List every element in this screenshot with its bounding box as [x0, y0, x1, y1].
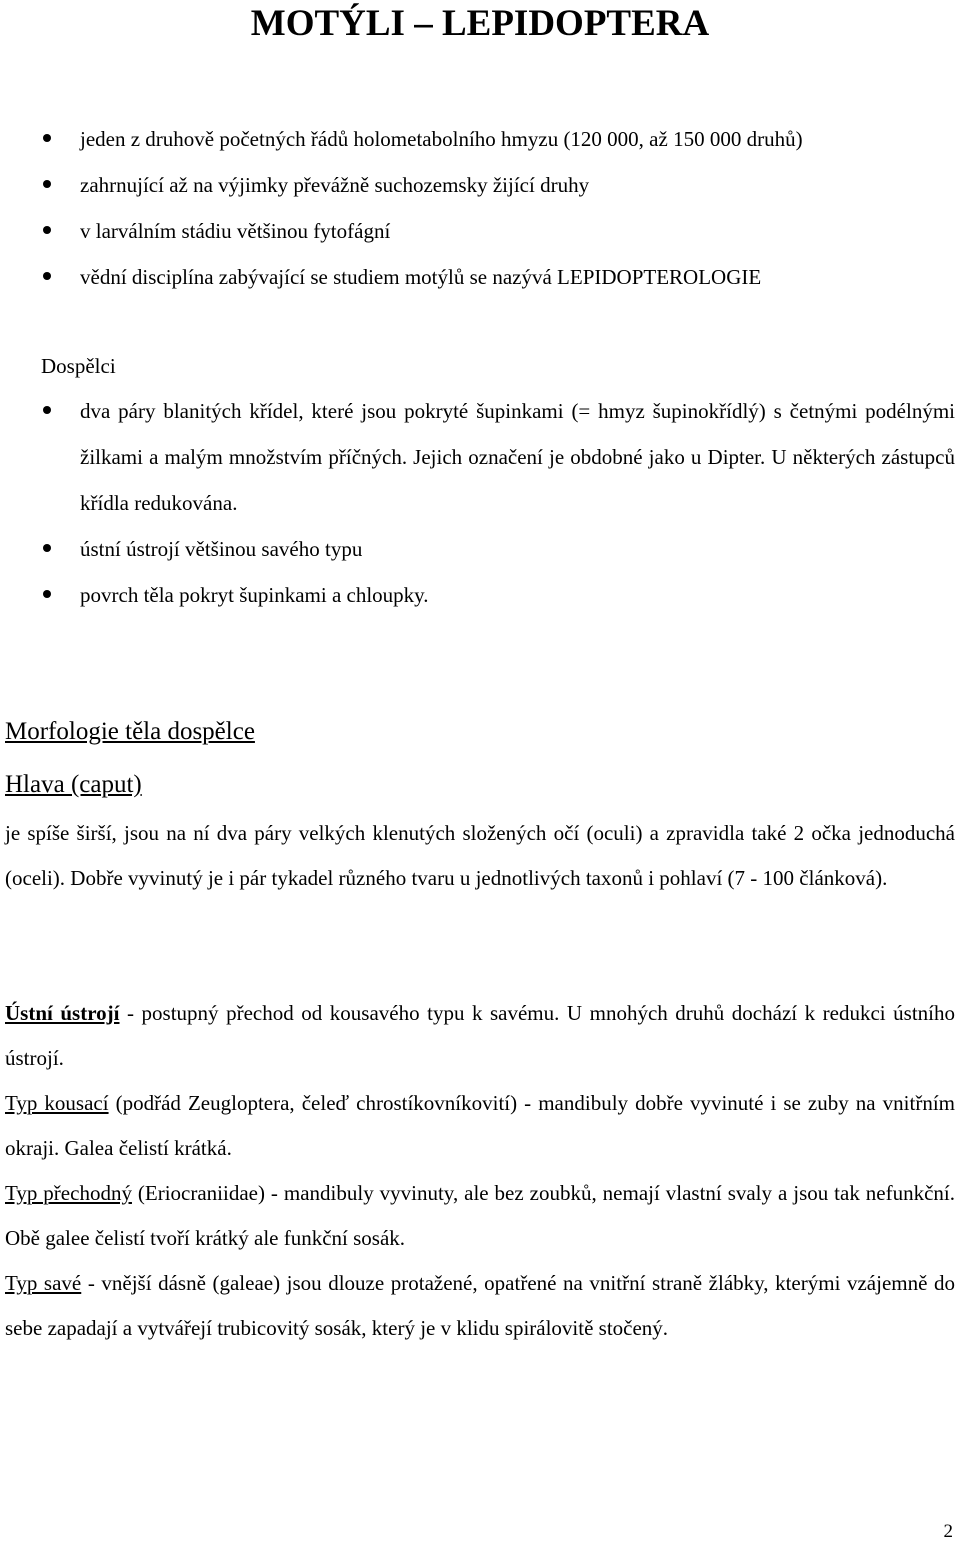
- list-item: jeden z druhově početných řádů holometabolního hmyzu (120 000, až 150 000 druhů): [0, 116, 960, 162]
- biting-type-paragraph: [5, 1081, 955, 1171]
- list-item: vědní disciplína zabývající se studiem motýlů se nazývá LEPIDOPTEROLOGIE: [0, 254, 960, 300]
- intro-bullet-list: [0, 116, 960, 300]
- list-item: v larválním stádiu většinou fytofágní: [0, 208, 960, 254]
- transitional-type-text: (Eriocraniidae) - mandibuly vyvinuty, ale bez zoubků, nemají vlastní svaly a jsou tak nefunkční. Obě galee čelistí tvoří krátký ale funkční sosák.: [5, 1181, 955, 1250]
- head-paragraph: je spíše širší, jsou na ní dva páry velkých klenutých složených očí (oculi) a zpravidla také 2 očka jednoduchá (oceli). Dobře vyvinutý je i pár tykadel různého tvaru u jednotlivých taxonů i pohlaví (7 - 100 článková).: [5, 821, 955, 890]
- sucking-type-term: Typ savé: [5, 1271, 82, 1295]
- biting-type-text: (podřád Zeugloptera, čeleď chrostíkovníkovití) - mandibuly dobře vyvinuté i se zuby na vnitřním okraji. Galea čelistí krátká.: [5, 1091, 955, 1160]
- sucking-type-paragraph: [5, 1261, 955, 1351]
- list-item: ústní ústrojí většinou savého typu: [0, 526, 960, 572]
- morphology-heading: Morfologie těla dospělce: [5, 718, 255, 745]
- list-item: zahrnující až na výjimky převážně suchozemsky žijící druhy: [0, 162, 960, 208]
- biting-type-term: Typ kousací: [5, 1091, 109, 1115]
- head-heading: Hlava (caput): [5, 771, 142, 798]
- sucking-type-text: - vnější dásně (galeae) jsou dlouze protažené, opatřené na vnitřní straně žlábky, kterými vzájemně do sebe zapadají a vytvářejí trubicovitý sosák, který je v klidu spirálovitě stočený.: [5, 1271, 955, 1340]
- mouthparts-text: - postupný přechod od kousavého typu k savému. U mnohých druhů dochází k redukci ústního ústrojí.: [5, 1001, 955, 1070]
- list-item: povrch těla pokryt šupinkami a chloupky.: [0, 572, 960, 618]
- page-number: 2: [943, 1521, 953, 1542]
- transitional-type-term: Typ přechodný: [5, 1181, 132, 1205]
- list-item: dva páry blanitých křídel, které jsou pokryté šupinkami (= hmyz šupinokřídlý) s četnými podélnými žilkami a malým množstvím příčných. Jejich označení je obdobné jako u Dipter. U některých zástupců křídla redukována.: [0, 388, 960, 526]
- transitional-type-paragraph: [5, 1171, 955, 1261]
- adults-label: Dospělci: [41, 354, 116, 378]
- page-title: MOTÝLI – LEPIDOPTERA: [250, 3, 710, 44]
- adults-bullet-list: [0, 388, 960, 618]
- mouthparts-paragraph: [5, 991, 955, 1081]
- mouthparts-term: Ústní ústrojí: [5, 1001, 120, 1025]
